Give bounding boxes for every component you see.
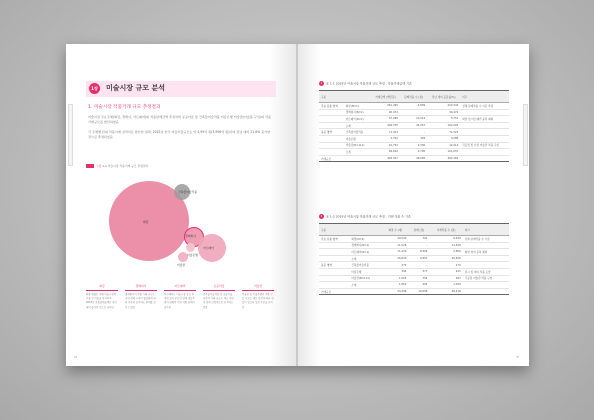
table-row — [319, 135, 509, 142]
table-cell: 1,095 — [382, 275, 408, 282]
table-1-header-cell: 판매작품 수 (점) — [400, 91, 427, 103]
table-cell: 39,540 — [382, 236, 408, 243]
paragraph-2: 각 주체별 단위 작품거래 실적치로 합산한 결과, 2015년 한국 미술시장규모는 약 3,95억 원(3,956억 원)이며 전년 대비 21.6% 증가한 것으로 추정되었음 — [88, 130, 271, 140]
summary-column — [203, 284, 235, 342]
table-cell: 377 — [408, 268, 429, 275]
table-cell: - — [408, 262, 429, 269]
bubble-label-architecture-art: 건축물미술작품 — [178, 190, 197, 194]
table-row — [319, 116, 509, 123]
table-cell: 2,856 — [429, 249, 462, 256]
table-cell: 101,057 — [427, 149, 460, 156]
table-cell: 국공립 미술관 작품 구입 — [463, 275, 509, 282]
table-2-title — [319, 214, 411, 219]
table-cell: 미술은행 — [344, 135, 371, 142]
bubble-label-gallery: 화랑 — [143, 220, 149, 224]
left-page — [66, 44, 297, 366]
table-cell — [319, 268, 349, 275]
table-cell: 11,430 — [382, 249, 408, 256]
table-cell: 4,809 — [400, 103, 427, 110]
table-cell: 소계 — [349, 255, 382, 262]
table-cell — [460, 135, 509, 142]
summary-column-body: 경매회사의 작품 거래 규모는 국내 경매 시장의 활성화에 따라 꾸준히 증가하는 추세를 보이고 있음 — [125, 293, 156, 309]
table-cell: 426,370 — [371, 122, 400, 129]
figure-caption — [96, 165, 148, 168]
table-cell: 미술관(N=111) — [344, 142, 371, 149]
table-cell: 3,286 — [427, 135, 460, 142]
table-row — [319, 122, 509, 129]
table-1-badge: 1 — [320, 82, 323, 85]
table-cell — [463, 242, 509, 249]
right-side-tab — [523, 104, 528, 166]
table-2-header-cell: 거래작품 수 (점) — [429, 224, 462, 236]
table-cell: 90,472 — [371, 109, 400, 116]
table-cell: 71,323 — [427, 129, 460, 136]
summary-column-head: 경매회사 — [125, 284, 157, 291]
bubble-art-bank — [186, 243, 195, 252]
summary-column — [86, 284, 118, 342]
table-cell: 미술은행 — [349, 268, 382, 275]
table-cell: 162,205 — [427, 122, 460, 129]
table-1-header-cell: 구분 — [319, 91, 344, 103]
table-cell: 8,404 — [408, 249, 429, 256]
table-cell: 3,751 — [427, 116, 460, 123]
table-total-cell — [460, 155, 509, 162]
table-cell — [319, 142, 344, 149]
figure-tag-marker — [86, 164, 94, 168]
table-cell — [319, 275, 349, 282]
table-cell: 경매회사(N=1) — [349, 242, 382, 249]
page-number-left: 24 — [74, 356, 78, 359]
table-cell — [463, 282, 509, 289]
table-cell — [319, 122, 344, 129]
table-2-header-cell: 화랑 수 (개) — [382, 224, 408, 236]
table-cell: 국공립 및 사립 미술관 작품 구입 — [460, 142, 509, 149]
section-title: 1. 미술시장 작품거래 규모 추정결과 — [88, 105, 161, 110]
summary-column-head: 미술관 — [242, 284, 274, 291]
table-row — [319, 275, 509, 282]
table-cell: 279 — [382, 262, 408, 269]
table-total-cell: 거래규모 — [319, 288, 349, 295]
table-cell: 449 — [400, 135, 427, 142]
table-1 — [319, 90, 509, 162]
table-cell: 90,472 — [427, 109, 460, 116]
summary-columns — [86, 284, 278, 342]
table-cell: 1,289 — [429, 282, 462, 289]
table-row — [319, 262, 509, 269]
table-cell: 222,344 — [427, 103, 460, 110]
table-row — [319, 268, 509, 275]
table-cell: 261,495 — [371, 103, 400, 110]
table-cell: 1,862 — [382, 282, 408, 289]
table-cell: 947 — [429, 275, 462, 282]
table-1-header-row — [319, 91, 509, 103]
table-total-cell: 392,362 — [427, 155, 460, 162]
table-cell: 전체 판매작품 수 기준 — [463, 236, 509, 243]
table-cell — [319, 109, 344, 116]
table-cell: 주요 유통 영역 — [319, 103, 344, 110]
table-cell: 12,214 — [427, 142, 460, 149]
table-cell: 화랑 및 아트페어 중복 제외 — [460, 116, 509, 123]
table-total-cell — [344, 155, 371, 162]
table-cell: 소계 — [344, 149, 371, 156]
table-2-header-cell: 판매 (점) — [408, 224, 429, 236]
table-2 — [319, 223, 509, 295]
table-cell: 10,414 — [400, 116, 427, 123]
table-cell — [319, 242, 349, 249]
summary-column-head: 공공미술 — [203, 284, 235, 291]
table-row — [319, 103, 509, 110]
table-cell — [460, 122, 509, 129]
table-row — [319, 242, 509, 249]
table-cell — [460, 149, 509, 156]
summary-column — [164, 284, 196, 342]
table-2-header-cell: 구분 — [319, 224, 349, 236]
table-row — [319, 129, 509, 136]
table-cell — [463, 255, 509, 262]
table-cell: 791 — [408, 236, 429, 243]
table-row — [319, 149, 509, 156]
table-total-cell — [349, 288, 382, 295]
table-total-cell: 493,347 — [371, 155, 400, 162]
table-2-badge: 2 — [320, 215, 323, 218]
table-total-cell — [463, 288, 509, 295]
table-cell: - — [408, 242, 429, 249]
table-total-cell: 28,416 — [429, 288, 462, 295]
table-cell — [319, 116, 344, 123]
paragraph-1: 미술시장 주요주체(화랑, 경매사, 아트페어)의 작품판매금액 추정치와 공공미술 및 건축물미술작품 미술은행 미술관(미술품 구입)의 작품 거래규모를 합산하였음 — [88, 115, 271, 125]
summary-column-body: 화랑 매출은 전체 미술시장의 가장 큰 비중을 차지하며 2015년 작품판매금액은 전년 대비 증가한 것으로 나타남 — [86, 293, 117, 309]
table-cell: 84,810 — [371, 149, 400, 156]
summary-column-body: 미술관 및 미술은행의 작품 구입 규모는 예산 편성에 따라 변동이 있으나 일정 수준을 유지함 — [242, 293, 274, 309]
table-cell: 11,528 — [382, 242, 408, 249]
table-row — [319, 255, 509, 262]
chapter-title: 미술시장 규모 분석 — [106, 84, 165, 92]
table-1-header-cell: 거래금액 (백만원) — [371, 91, 400, 103]
page-number-right: 37 — [516, 356, 520, 359]
table-cell: 건축물미술작품 — [344, 129, 371, 136]
summary-column — [125, 284, 157, 342]
table-cell: 화랑(M=1) — [344, 103, 371, 110]
table-cell: 754 — [408, 275, 429, 282]
table-cell — [460, 109, 509, 116]
table-cell — [319, 149, 344, 156]
figure-tag: 그림 1-1 — [96, 164, 107, 168]
table-cell: - — [400, 129, 427, 136]
table-cell: 화랑(M=1) — [349, 236, 382, 243]
table-cell: - — [400, 109, 427, 116]
bubble-label-museum: 미술관 — [177, 263, 186, 267]
table-1-title — [319, 81, 412, 86]
table-cell: 아트페어(N=1) — [349, 249, 382, 256]
table-cell: 71,323 — [371, 129, 400, 136]
table-cell — [319, 249, 349, 256]
table-2-header-row — [319, 224, 509, 236]
bubble-label-art-bank: 미술은행 — [187, 253, 198, 257]
summary-column — [242, 284, 274, 342]
open-book — [66, 44, 529, 366]
table-cell: 전체 판매작품 수 기준 추정 — [460, 103, 509, 110]
table-cell: 경매회사(N=1) — [344, 109, 371, 116]
table-cell — [319, 135, 344, 142]
table-cell: 9,807 — [408, 255, 429, 262]
table-cell: 소계 — [344, 122, 371, 129]
table-2-header-cell — [349, 224, 382, 236]
table-cell — [463, 262, 509, 269]
table-cell: 소계 — [349, 282, 382, 289]
table-row — [319, 236, 509, 243]
table-cell: 47,280 — [371, 116, 400, 123]
table-cell: 205 — [408, 282, 429, 289]
table-row — [319, 109, 509, 116]
table-cell: 공공 영역 — [319, 262, 349, 269]
right-page — [298, 44, 529, 366]
summary-column-head: 화랑 — [86, 284, 118, 291]
summary-column-body: 건축물미술작품 및 공공미술 분야의 거래 규모는 제도 개선과 함께 안정적으로 유지되고 있음 — [203, 293, 234, 309]
table-total-row — [319, 155, 509, 162]
left-side-tab — [68, 104, 73, 166]
table-cell: 10,752 — [371, 142, 400, 149]
table-1-header-cell: 전년 대비 증감률(%) — [427, 91, 460, 103]
table-cell: 26,826 — [429, 255, 462, 262]
table-cell — [319, 282, 349, 289]
table-cell: 2,702 — [371, 135, 400, 142]
table-cell: 44,267 — [400, 122, 427, 129]
table-1-title-text: 표 1-1 2015년 미술시장 작품거래 규모 추정 : 작품거래금액 기준 — [326, 81, 412, 86]
table-cell — [460, 129, 509, 136]
table-row — [319, 282, 509, 289]
table-total-cell: 46,905 — [400, 155, 427, 162]
table-row — [319, 249, 509, 256]
table-cell: 2,795 — [400, 149, 427, 156]
table-total-cell: 34,396 — [382, 288, 408, 295]
table-cell: 11,528 — [429, 242, 462, 249]
table-total-cell: 거래규모 — [319, 155, 344, 162]
table-2-header-cell: 비고 — [463, 224, 509, 236]
summary-column-head: 아트페어 — [164, 284, 196, 291]
table-cell: 건축물미술작품 — [349, 262, 382, 269]
table-cell: 2,330 — [400, 142, 427, 149]
table-cell: 전시 및 대여 작품 포함 — [463, 268, 509, 275]
chapter-badge: 1장 — [89, 83, 100, 94]
table-1-header-cell: 비고 — [460, 91, 509, 103]
table-cell: 아트페어(N=1) — [344, 116, 371, 123]
figure-caption-text: 미술시장 작품거래 규모 추정결과 — [107, 164, 149, 168]
bubble-label-auction: 경매회사 — [185, 234, 196, 238]
bubble-label-art-fair: 아트페어 — [203, 246, 214, 250]
table-cell: 394 — [382, 268, 408, 275]
table-total-row — [319, 288, 509, 295]
table-cell: 26,843 — [382, 255, 408, 262]
table-cell: 미술관(N=111) — [349, 275, 382, 282]
table-cell: 279 — [429, 262, 462, 269]
table-row — [319, 142, 509, 149]
table-cell: 주요 유통 영역 — [319, 236, 349, 243]
table-total-cell: 10,095 — [408, 288, 429, 295]
table-2-title-text: 표 1-2 2015년 미술시장 작품거래 규모 추정 : 거래 작품 수 기준 — [326, 214, 411, 219]
table-cell: 421 — [429, 268, 462, 275]
table-cell: 9,449 — [429, 236, 462, 243]
table-cell: 화랑 참여 중복 제외 — [463, 249, 509, 256]
table-1-header-cell — [344, 91, 371, 103]
table-cell: 공공 영역 — [319, 129, 344, 136]
table-cell — [319, 255, 349, 262]
summary-column-body: 아트페어는 미술시장 규모 추정에 있어 주요한 판매 채널로 참여 화랑의 수와 작품 판매가 증가함 — [164, 293, 195, 309]
